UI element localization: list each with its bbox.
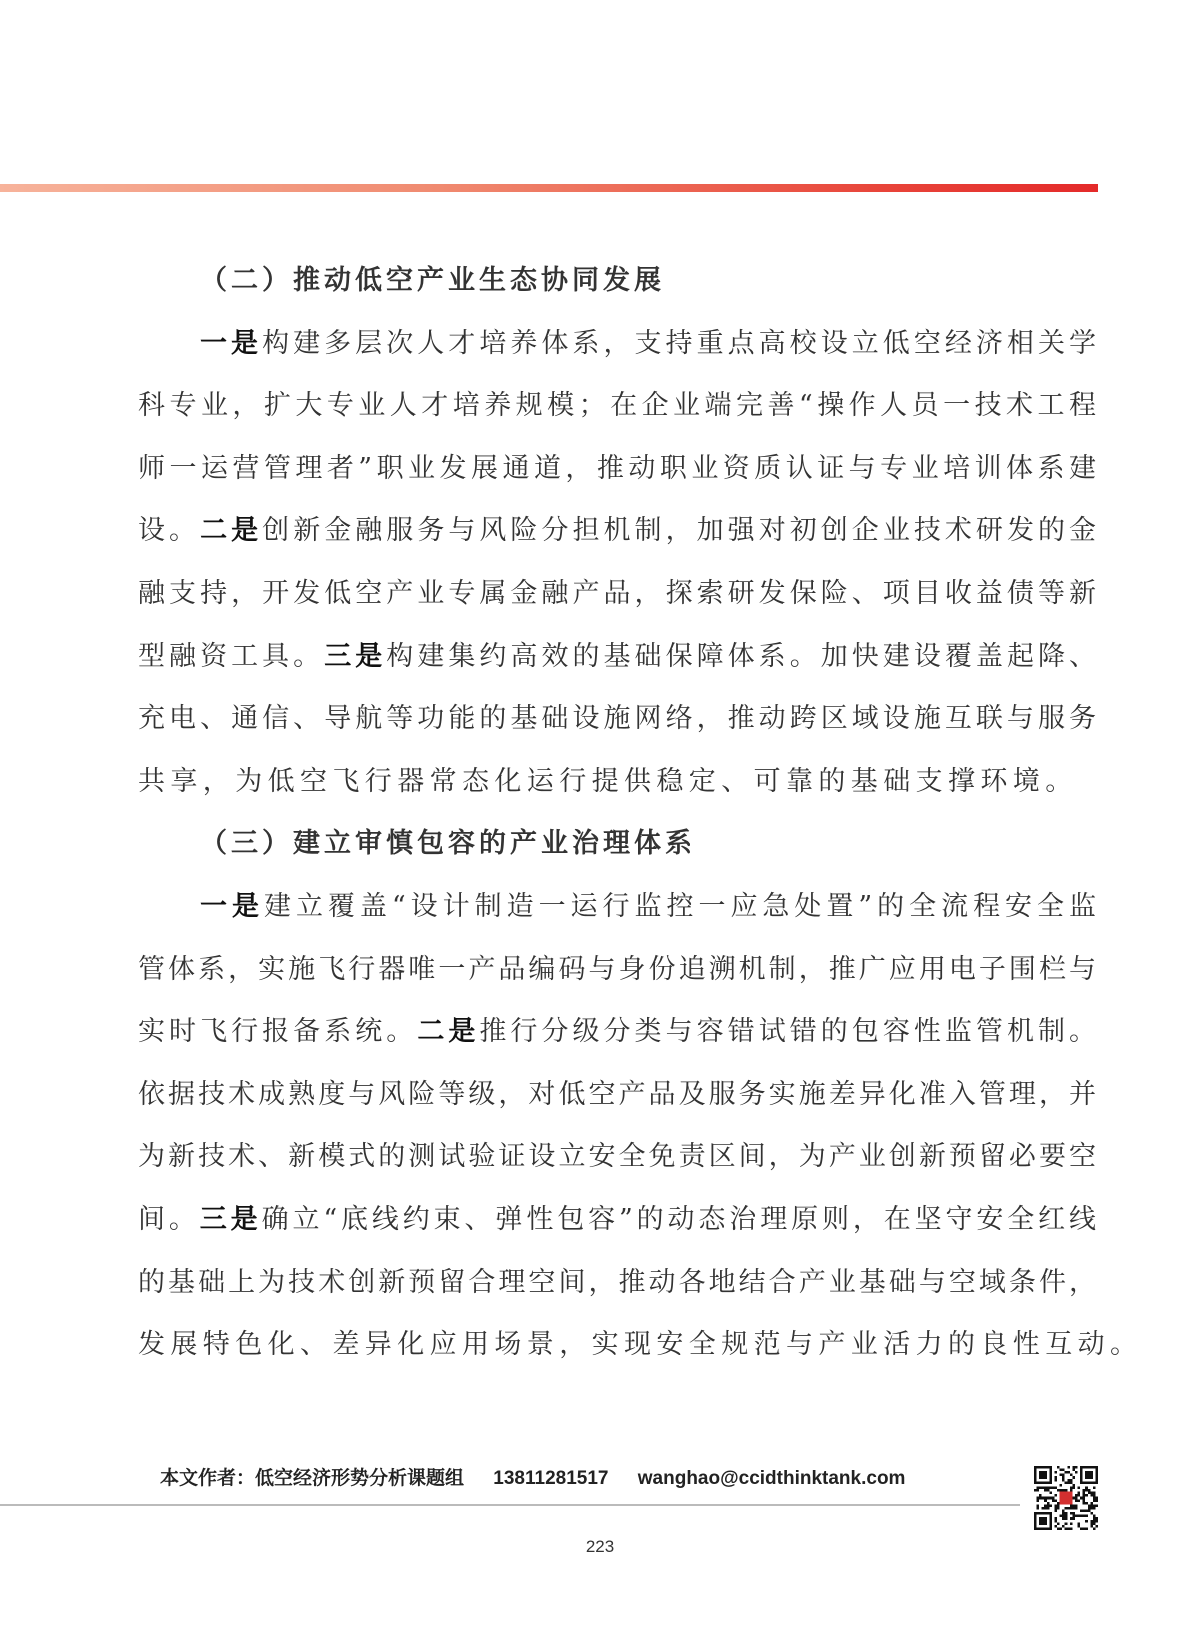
qr-code-icon	[1034, 1466, 1098, 1530]
paragraph-line	[138, 500, 1096, 563]
emphasis-text: 一是	[200, 890, 264, 922]
body-text: 融支持，开发低空产业专属金融产品，探索研发保险、项目收益债等新	[138, 577, 1096, 609]
body-text: 管体系，实施飞行器唯一产品编码与身份追溯机制，推广应用电子围栏与	[138, 953, 1096, 985]
body-text: 建立覆盖“设计制造一运行监控一应急处置”的全流程安全监	[263, 890, 1097, 922]
paragraph-line	[138, 876, 1096, 939]
emphasis-text: 二是	[417, 1016, 480, 1048]
section-heading: （二）推动低空产业生态协同发展	[200, 265, 665, 296]
body-text: 的基础上为技术创新预留合理空间，推动各地结合产业基础与空域条件，	[138, 1266, 1096, 1298]
footer-divider	[0, 1504, 1020, 1506]
paragraph-line	[138, 438, 1096, 501]
header-accent-bar	[0, 184, 1098, 192]
body-text: 构建集约高效的基础保障体系。加快建设覆盖起降、	[386, 640, 1097, 672]
paragraph-line	[138, 375, 1096, 438]
body-text: 充电、通信、导航等功能的基础设施网络，推动跨区域设施互联与服务	[138, 703, 1096, 735]
paragraph-line	[138, 1189, 1096, 1252]
footer-author: 本文作者：低空经济形势分析课题组	[160, 1468, 465, 1489]
body-text: 间。	[138, 1203, 200, 1235]
body-text: 为新技术、新模式的测试验证设立安全免责区间，为产业创新预留必要空	[138, 1141, 1096, 1173]
paragraph-line	[138, 563, 1096, 626]
paragraph-line	[138, 1126, 1096, 1189]
paragraph-line	[138, 688, 1096, 751]
paragraph-line	[138, 939, 1096, 1002]
section-heading: （三）建立审慎包容的产业治理体系	[200, 828, 696, 860]
paragraph-line	[138, 313, 1096, 376]
body-text: 实时飞行报备系统。	[138, 1016, 418, 1048]
footer-email: wanghao@ccidthinktank.com	[637, 1468, 906, 1489]
body-text: 师一运营管理者”职业发展通道，推动职业资质认证与专业培训体系建	[138, 452, 1096, 484]
body-text: 科专业，扩大专业人才培养规模；在企业端完善“操作人员一技术工程	[138, 390, 1096, 422]
body-text: 构建多层次人才培养体系，支持重点高校设立低空经济相关学	[262, 327, 1097, 359]
emphasis-text: 一是	[200, 327, 263, 359]
paragraph-line	[138, 1252, 1096, 1315]
paragraph-line	[138, 626, 1096, 689]
footer-info	[160, 1463, 929, 1490]
emphasis-text: 三是	[199, 1203, 262, 1235]
document-body	[138, 250, 1143, 1377]
body-text: 共享，为低空飞行器常态化运行提供稳定、可靠的基础支撑环境。	[138, 765, 1078, 797]
body-text: 设。	[138, 515, 201, 547]
body-text: 创新金融服务与风险分担机制，加强对初创企业技术研发的金	[262, 515, 1097, 547]
body-text: 依据技术成熟度与风险等级，对低空产品及服务实施差异化准入管理，并	[138, 1078, 1096, 1110]
emphasis-text: 三是	[324, 640, 387, 672]
body-text: 确立“底线约束、弹性包容”的动态治理原则，在坚守安全红线	[261, 1203, 1097, 1235]
paragraph-line	[138, 1001, 1096, 1064]
page-number: 223	[585, 1537, 615, 1556]
paragraph-line	[138, 1064, 1096, 1127]
body-text: 推行分级分类与容错试错的包容性监管机制。	[479, 1016, 1097, 1048]
emphasis-text: 二是	[200, 515, 263, 547]
paragraph-line	[138, 751, 1096, 814]
body-text: 发展特色化、差异化应用场景，实现安全规范与产业活力的良性互动。	[138, 1329, 1143, 1361]
footer-phone: 13811281517	[493, 1468, 609, 1489]
paragraph-line	[138, 1314, 1143, 1377]
body-text: 型融资工具。	[138, 640, 325, 672]
